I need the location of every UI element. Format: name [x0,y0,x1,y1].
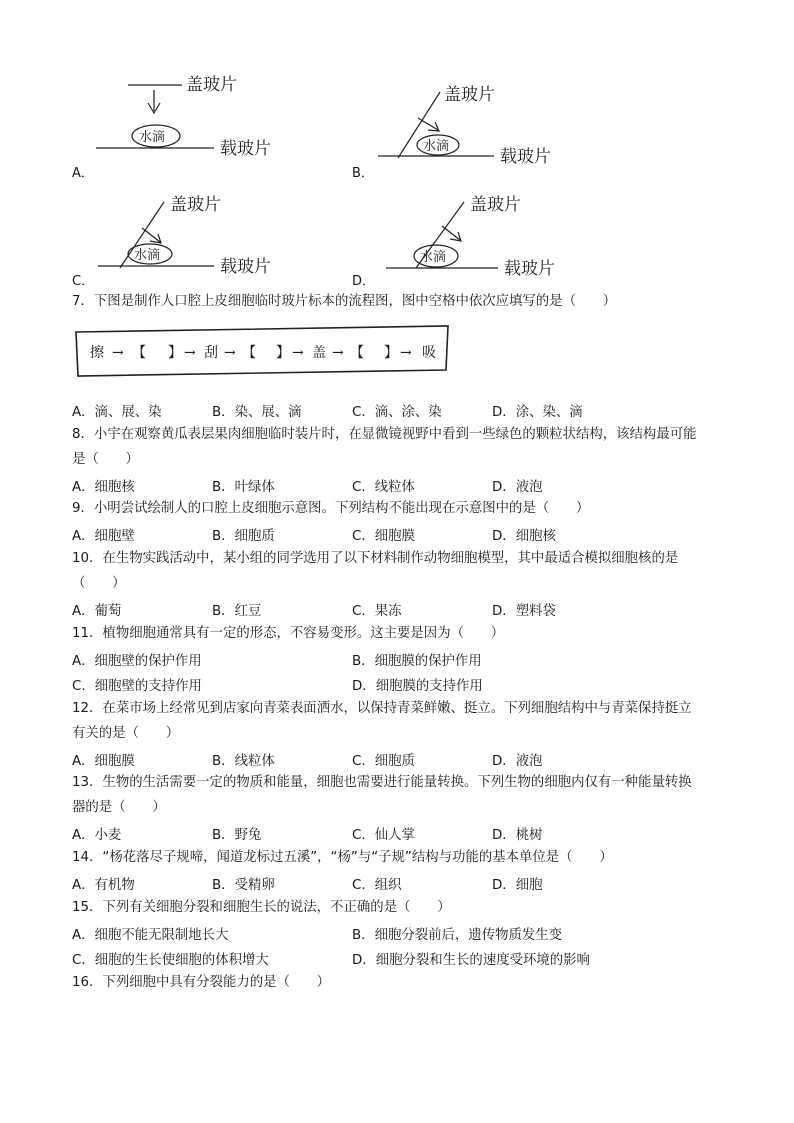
figure-option-b-label: B． [352,166,374,181]
question-9-stem: 9．小明尝试绘制人的口腔上皮细胞示意图。下列结构不能出现在示意图中的是（ ） [72,501,590,516]
cover-slip-label: 盖玻片 [470,195,521,215]
flowchart-box [72,322,452,380]
question-13-stem-cont: 器的是（ ） [72,800,166,815]
flow-blank-bracket-left: 【 [132,345,146,361]
q8-option-c: C．线粒体 [352,480,415,495]
q10-option-d: D．塑料袋 [492,604,556,619]
flow-arrow: → [112,345,124,361]
q9-option-c: C．细胞膜 [352,529,415,544]
q14-option-d: D．细胞 [492,878,543,893]
flow-step-wipe: 擦 [90,345,104,361]
water-drop-label: 水滴 [139,130,166,145]
figure-option-c-label: C． [72,274,95,289]
flow-blank-bracket-right: 】 [276,345,290,361]
q8-option-d: D．液泡 [492,480,543,495]
q9-option-d: D．细胞核 [492,529,556,544]
flow-blank-bracket-right: 】 [168,345,182,361]
q15-option-a: A．细胞不能无限制地长大 [72,928,229,943]
slide-label: 载玻片 [220,257,271,277]
water-drop-label: 水滴 [423,139,450,154]
cover-slip-label: 盖玻片 [170,195,221,215]
q13-option-b: B．野兔 [212,828,262,843]
question-8-stem: 8．小宇在观察黄瓜表层果肉细胞临时装片时，在显微镜视野中看到一些绿色的颗粒状结构，该结构最可能 [72,427,697,442]
q7-option-c: C．滴、涂、染 [352,405,442,420]
flow-arrow: → [400,345,412,361]
q9-option-a: A．细胞壁 [72,529,135,544]
flow-blank-bracket-right: 】 [384,345,398,361]
q12-option-a: A．细胞膜 [72,754,135,769]
question-13-stem: 13．生物的生活需要一定的物质和能量，细胞也需要进行能量转换。下列生物的细胞内仅有一种能量转换 [72,775,692,790]
flow-step-cover: 盖 [312,345,326,361]
question-12-stem: 12．在菜市场上经常见到店家向青菜表面洒水，以保持青菜鲜嫩、挺立。下列细胞结构中与青菜保持挺立 [72,701,692,716]
q7-option-d: D．涂、染、滴 [492,405,583,420]
flow-arrow: → [184,345,196,361]
question-10-stem-cont: （ ） [72,576,126,591]
flow-blank-bracket-left: 【 [242,345,256,361]
water-drop-label: 水滴 [420,250,447,265]
q11-option-b: B．细胞膜的保护作用 [352,654,482,669]
figure-option-a-label: A． [72,166,94,181]
question-10-stem: 10．在生物实践活动中，某小组的同学选用了以下材料制作动物细胞模型，其中最适合模拟细胞核的是 [72,551,679,566]
figure-option-c [90,190,300,280]
q12-option-b: B．线粒体 [212,754,275,769]
q7-option-a: A．滴、展、染 [72,405,162,420]
q10-option-c: C．果冻 [352,604,402,619]
q10-option-b: B．红豆 [212,604,262,619]
question-11-stem: 11．植物细胞通常具有一定的形态，不容易变形。这主要是因为（ ） [72,626,505,641]
flow-step-scrape: 刮 [204,345,218,361]
q10-option-a: A．葡萄 [72,604,122,619]
figure-option-d-label: D． [352,274,376,289]
q9-option-b: B．细胞质 [212,529,275,544]
figure-option-d [382,190,592,280]
q14-option-a: A．有机物 [72,878,135,893]
slide-label: 载玻片 [500,147,551,167]
cover-slip-label: 盖玻片 [444,85,495,105]
q11-option-c: C．细胞壁的支持作用 [72,679,202,694]
q14-option-b: B．受精卵 [212,878,275,893]
question-12-stem-cont: 有关的是（ ） [72,726,180,741]
q8-option-b: B．叶绿体 [212,480,275,495]
q12-option-d: D．液泡 [492,754,543,769]
q7-option-b: B．染、展、滴 [212,405,302,420]
flow-arrow: → [292,345,304,361]
figure-option-a [90,68,300,168]
slide-label: 载玻片 [504,259,555,279]
flow-blank-bracket-left: 【 [350,345,364,361]
flow-arrow: → [332,345,344,361]
water-drop-label: 水滴 [134,248,161,263]
figure-option-b [372,78,582,168]
q11-option-a: A．细胞壁的保护作用 [72,654,202,669]
flow-step-absorb: 吸 [422,345,436,361]
q13-option-a: A．小麦 [72,828,122,843]
q15-option-d: D．细胞分裂和生长的速度受环境的影响 [352,953,590,968]
question-8-stem-cont: 是（ ） [72,452,139,467]
question-16-stem: 16．下列细胞中具有分裂能力的是（ ） [72,975,331,990]
q15-option-b: B．细胞分裂前后，遗传物质发生变 [352,928,563,943]
q14-option-c: C．组织 [352,878,402,893]
q12-option-c: C．细胞质 [352,754,415,769]
question-14-stem: 14．“杨花落尽子规啼，闻道龙标过五溪”，“杨”与“子规”结构与功能的基本单位是（ ） [72,850,613,865]
q11-option-d: D．细胞膜的支持作用 [352,679,483,694]
q8-option-a: A．细胞核 [72,480,135,495]
q13-option-c: C．仙人掌 [352,828,415,843]
question-7-stem: 7．下图是制作人口腔上皮细胞临时玻片标本的流程图，图中空格中依次应填写的是（ ） [72,294,617,309]
flow-arrow: → [224,345,236,361]
q13-option-d: D．桃树 [492,828,543,843]
q15-option-c: C．细胞的生长使细胞的体积增大 [72,953,269,968]
cover-slip-label: 盖玻片 [186,75,237,95]
question-15-stem: 15．下列有关细胞分裂和细胞生长的说法，不正确的是（ ） [72,900,451,915]
slide-label: 载玻片 [220,139,271,159]
